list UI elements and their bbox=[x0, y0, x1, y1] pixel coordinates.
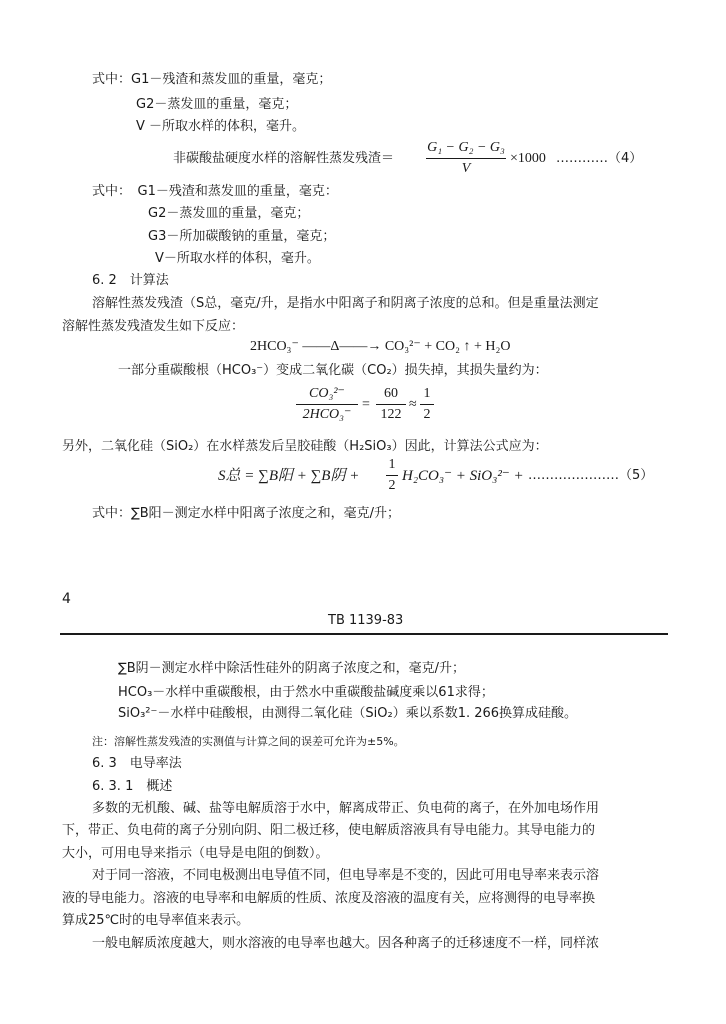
text-line: 式中： G1－残渣和蒸发皿的重量，毫克： bbox=[92, 184, 338, 199]
paragraph-line: 下，带正、负电荷的离子分别向阴、阳二极迁移，使电解质溶液具有导电能力。其导电能力的 bbox=[62, 823, 596, 838]
paragraph-line: 算成25℃时的电导率值来表示。 bbox=[62, 913, 250, 928]
fraction-bar bbox=[376, 404, 406, 405]
formula-5-part-a: S总 = ∑B阳 + ∑B阴 + bbox=[218, 468, 360, 484]
formula-5-dots: …………………（5） bbox=[528, 468, 654, 483]
fraction-bar bbox=[386, 475, 398, 476]
ratio-denominator: 2 bbox=[423, 407, 431, 422]
text-line: ∑B阴－测定水样中除活性硅外的阴离子浓度之和，毫克/升； bbox=[118, 661, 466, 676]
ratio-numerator: 60 bbox=[384, 386, 398, 401]
ratio-denominator: 122 bbox=[380, 407, 402, 422]
text-line: 式中：∑B阳－测定水样中阳离子浓度之和，毫克/升； bbox=[92, 506, 401, 521]
paragraph-line: 另外，二氧化硅（SiO₂）在水样蒸发后呈胶硅酸（H₂SiO₃）因此，计算法公式应为： bbox=[62, 439, 548, 454]
formula-5-denominator: 2 bbox=[388, 478, 396, 493]
note: 注：溶解性蒸发残渣的实测值与计算之间的误差可允许为±5%。 bbox=[92, 735, 405, 748]
text-line: G2－蒸发皿的重量，毫克； bbox=[148, 206, 310, 221]
formula-5-fraction bbox=[386, 456, 398, 495]
formula-4-fraction bbox=[426, 139, 506, 178]
ratio-approx: ≈ bbox=[409, 397, 417, 412]
formula-5-part-b: H₂CO₃⁻ + SiO₃²⁻ + bbox=[402, 468, 524, 484]
formula-4-tail: ×1000 bbox=[510, 151, 546, 166]
text-line: V－所取水样的体积，毫升。 bbox=[155, 251, 320, 266]
text-line: V －所取水样的体积，毫升。 bbox=[136, 119, 306, 134]
ratio-fraction-2 bbox=[376, 385, 406, 424]
formula-5-numerator: 1 bbox=[388, 457, 396, 472]
paragraph-line: 溶解性蒸发残渣发生如下反应： bbox=[62, 319, 245, 334]
formula-4-dots: …………（4） bbox=[556, 151, 643, 166]
paragraph-line: 液的导电能力。溶液的电导率和电解质的性质、浓度及溶液的温度有关，应将测得的电导率换 bbox=[62, 891, 596, 906]
text-line: G2－蒸发皿的重量，毫克； bbox=[136, 97, 298, 112]
document-code: TB 1139-83 bbox=[328, 613, 404, 628]
text-line: SiO₃²⁻－水样中硅酸根，由测得二氧化硅（SiO₂）乘以系数1. 266换算成硅酸。 bbox=[118, 706, 578, 721]
fraction-bar bbox=[426, 158, 506, 159]
section-heading: 6. 3. 1 概述 bbox=[92, 779, 173, 794]
paragraph-line: 多数的无机酸、碱、盐等电解质溶于水中，解离成带正、负电荷的离子，在外加电场作用 bbox=[92, 801, 600, 816]
text-line: G3－所加碳酸钠的重量，毫克； bbox=[148, 229, 336, 244]
ratio-denominator: 2HCO₃⁻ bbox=[302, 407, 352, 422]
header-rule bbox=[60, 633, 668, 635]
text-line: HCO₃－水样中重碳酸根，由于然水中重碳酸盐碱度乘以61求得； bbox=[118, 685, 494, 700]
paragraph-line: 一部分重碳酸根（HCO₃⁻）变成二氧化碳（CO₂）损失掉，其损失量约为： bbox=[118, 363, 548, 378]
ratio-equals: = bbox=[362, 397, 370, 412]
ratio-fraction-1 bbox=[296, 385, 358, 424]
paragraph-line: 大小，可用电导来指示（电导是电阻的倒数）。 bbox=[62, 846, 329, 861]
formula-4-label: 非碳酸盐硬度水样的溶解性蒸发残渣＝ bbox=[173, 151, 395, 166]
section-heading: 6. 2 计算法 bbox=[92, 273, 169, 288]
formula-4-denominator: V bbox=[461, 161, 471, 176]
formula-4-numerator: G₁ − G₂ − G₃ bbox=[427, 140, 505, 155]
page-number: 4 bbox=[62, 591, 71, 607]
ratio-numerator: CO₃²⁻ bbox=[309, 386, 345, 401]
paragraph-line: 对于同一溶液，不同电极测出电导值不同，但电导率是不变的，因此可用电导率来表示溶 bbox=[92, 868, 600, 883]
text-line: 式中：G1－残渣和蒸发皿的重量，毫克； bbox=[92, 72, 332, 87]
fraction-bar bbox=[420, 404, 434, 405]
reaction-equation: 2HCO₃⁻ ——Δ——→ CO₃²⁻ + CO₂ ↑ + H₂O bbox=[250, 339, 511, 354]
fraction-bar bbox=[296, 404, 358, 405]
ratio-fraction-3 bbox=[420, 385, 434, 424]
section-heading: 6. 3 电导率法 bbox=[92, 756, 182, 771]
paragraph-line: 一般电解质浓度越大，则水溶液的电导率也越大。因各种离子的迁移速度不一样，同样浓 bbox=[92, 936, 600, 951]
ratio-numerator: 1 bbox=[423, 386, 431, 401]
paragraph-line: 溶解性蒸发残渣（S总，毫克/升，是指水中阳离子和阴离子浓度的总和。但是重量法测定 bbox=[92, 296, 599, 311]
